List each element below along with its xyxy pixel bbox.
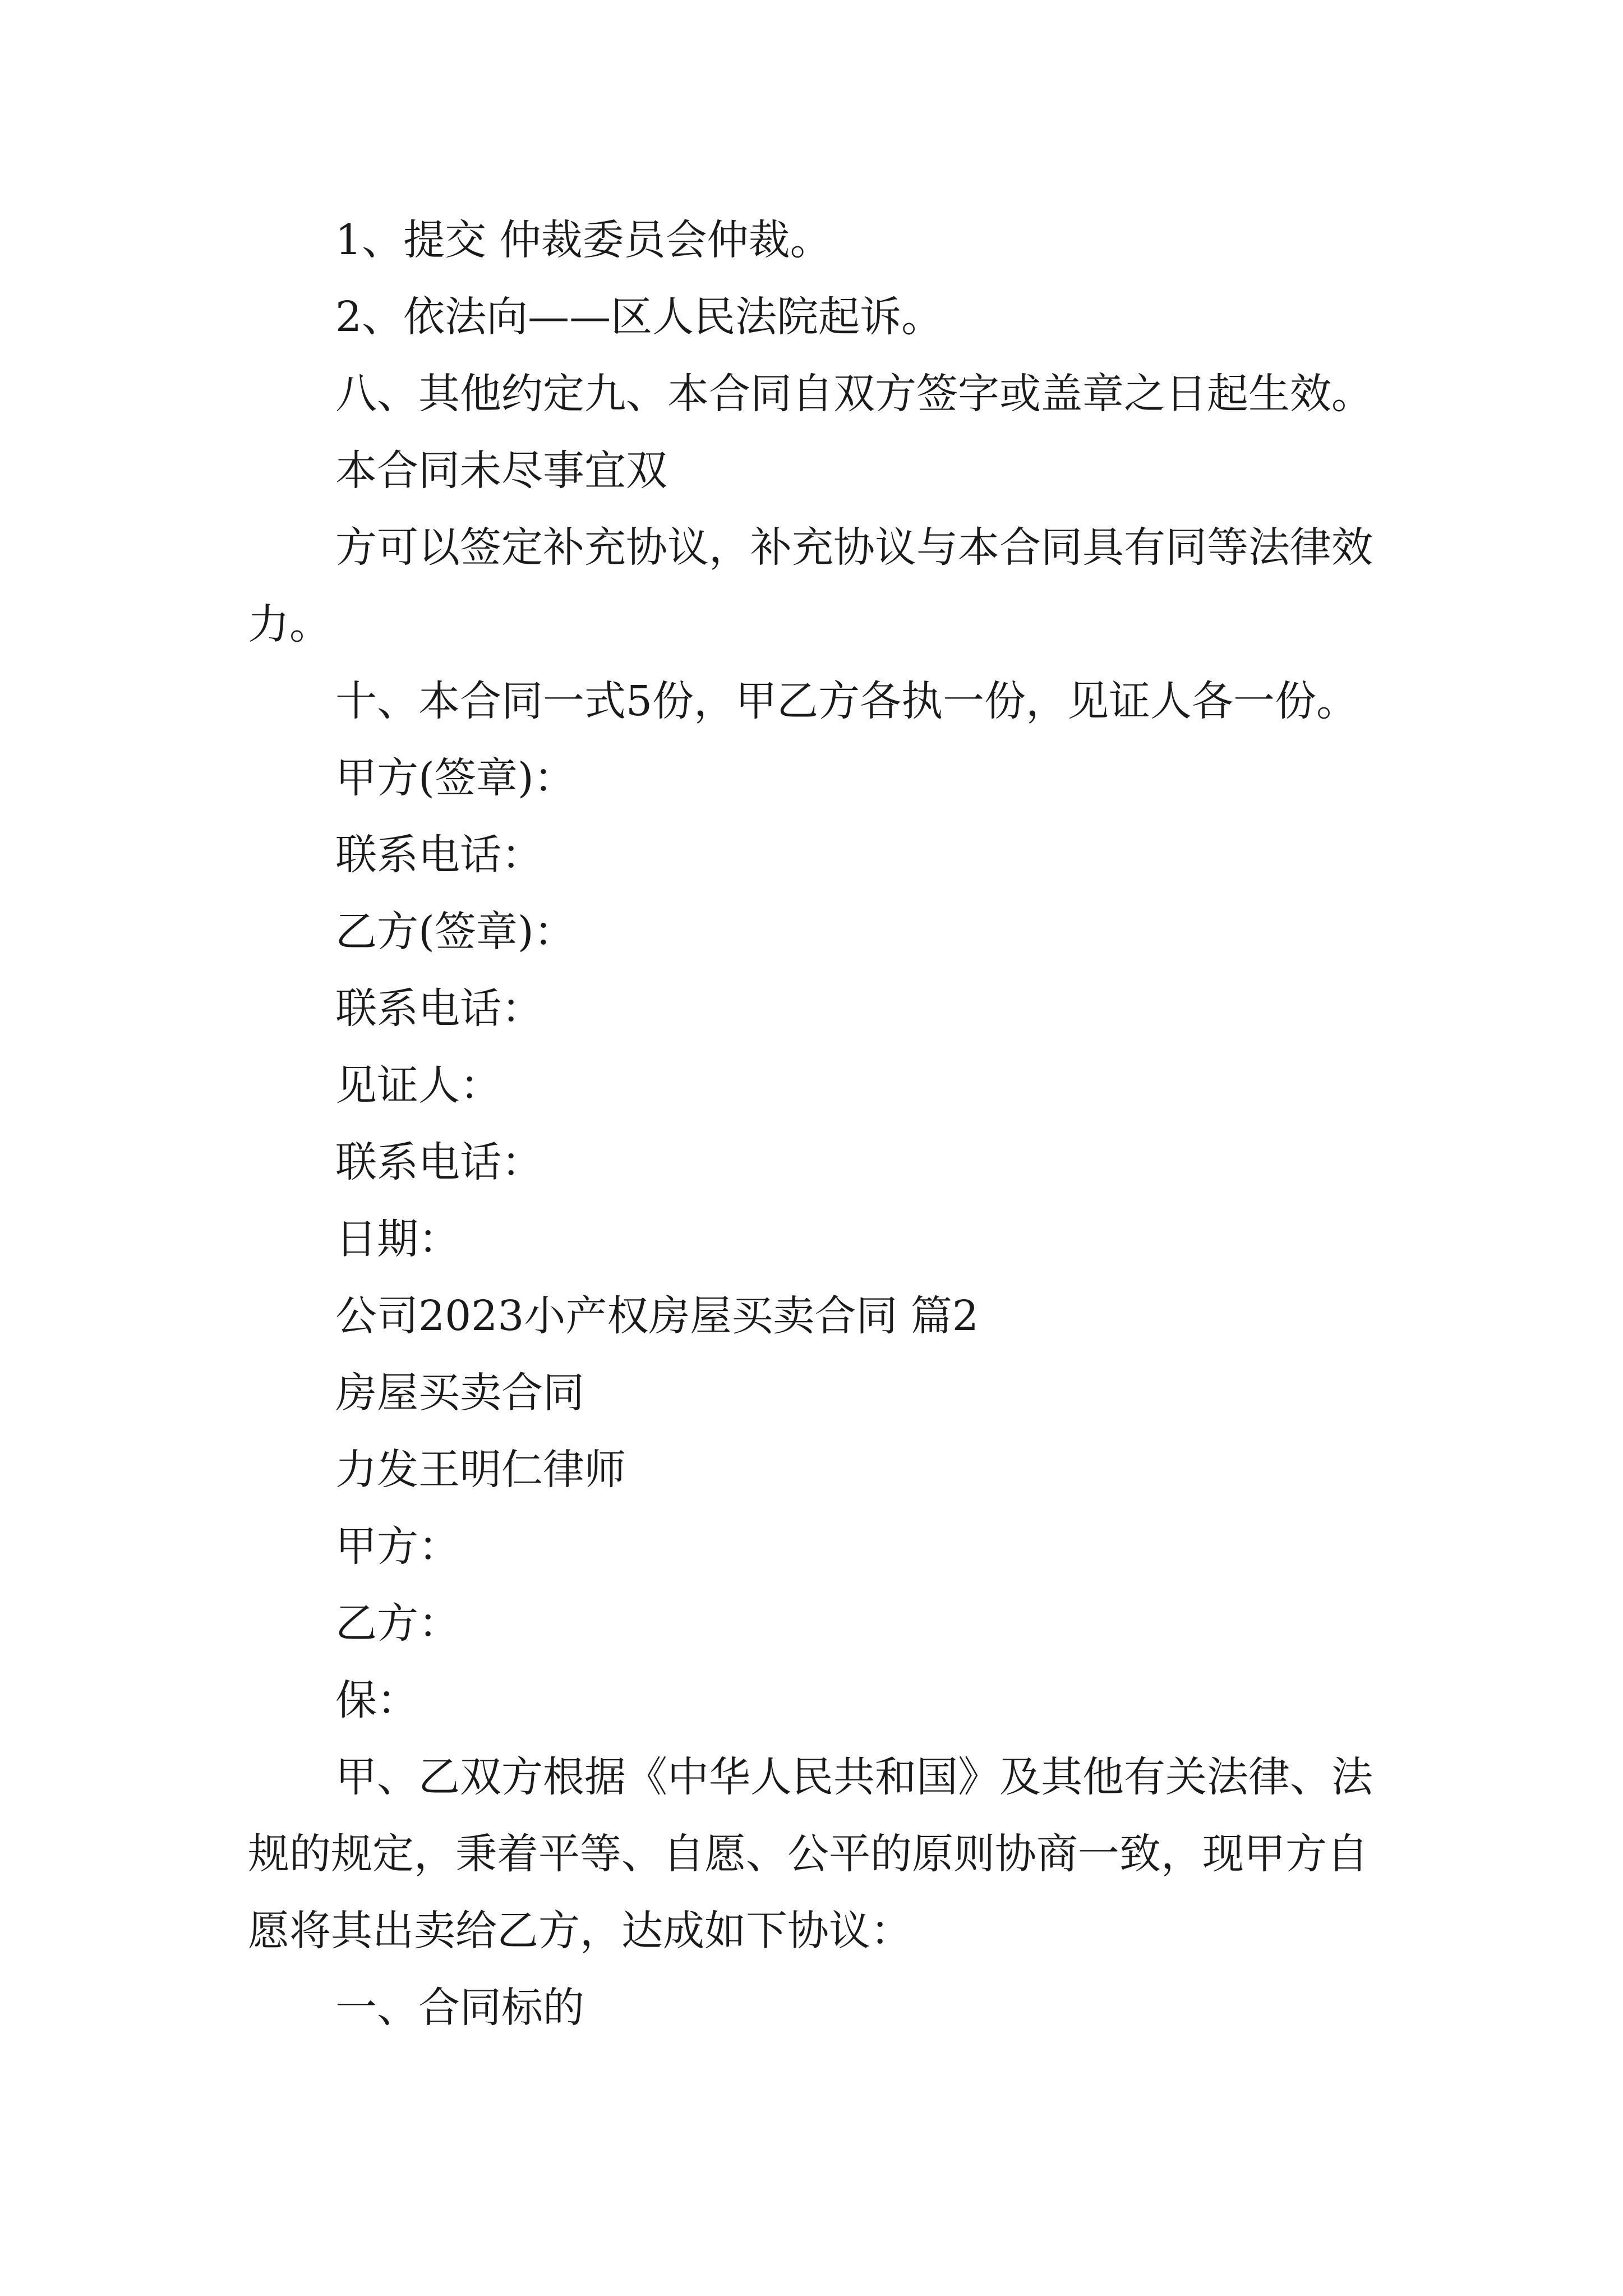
contract-title: 房屋买卖合同	[335, 1369, 584, 1417]
guarantor-line: 保：	[335, 1676, 418, 1724]
party-b-signature-line: 乙方(签章)：	[335, 908, 575, 956]
paragraph-agreement-basis: 甲、乙双方根据《中华人民共和国》及其他有关法律、法规的规定，秉着平等、自愿、公平的原则协商一致，现甲方自愿将其出卖给乙方，达成如下协议：	[248, 1753, 1373, 1955]
paragraph-other-agreement: 八、其他约定九、本合同自双方签字或盖章之日起生效。	[335, 370, 1373, 418]
section-contract-subject: 一、合同标的	[335, 1984, 584, 2032]
document-body	[248, 202, 1392, 2046]
paragraph-copies: 十、本合同一式5份，甲乙方各执一份，见证人各一份。	[335, 677, 1358, 725]
section-heading-part2: 公司2023小产权房屋买卖合同 篇2	[335, 1292, 979, 1340]
party-b-phone-line: 联系电话：	[335, 984, 543, 1033]
party-b-line: 乙方：	[335, 1599, 460, 1648]
paragraph-supplementary-agreement: 方可以签定补充协议，补充协议与本合同具有同等法律效力。	[248, 523, 1373, 648]
paragraph-unfinished-matters: 本合同未尽事宜双	[335, 447, 667, 495]
party-a-signature-line: 甲方(签章)：	[335, 754, 575, 802]
lawyer-line: 力发王明仁律师	[335, 1446, 626, 1494]
paragraph-arbitration: 1、提交 仲裁委员会仲裁。	[335, 216, 832, 264]
party-a-line: 甲方：	[335, 1522, 460, 1571]
party-a-phone-line: 联系电话：	[335, 831, 543, 879]
witness-line: 见证人：	[335, 1061, 501, 1110]
paragraph-lawsuit: 2、依法向——区人民法院起诉。	[335, 293, 943, 341]
witness-phone-line: 联系电话：	[335, 1138, 543, 1186]
date-line: 日期：	[335, 1215, 460, 1263]
